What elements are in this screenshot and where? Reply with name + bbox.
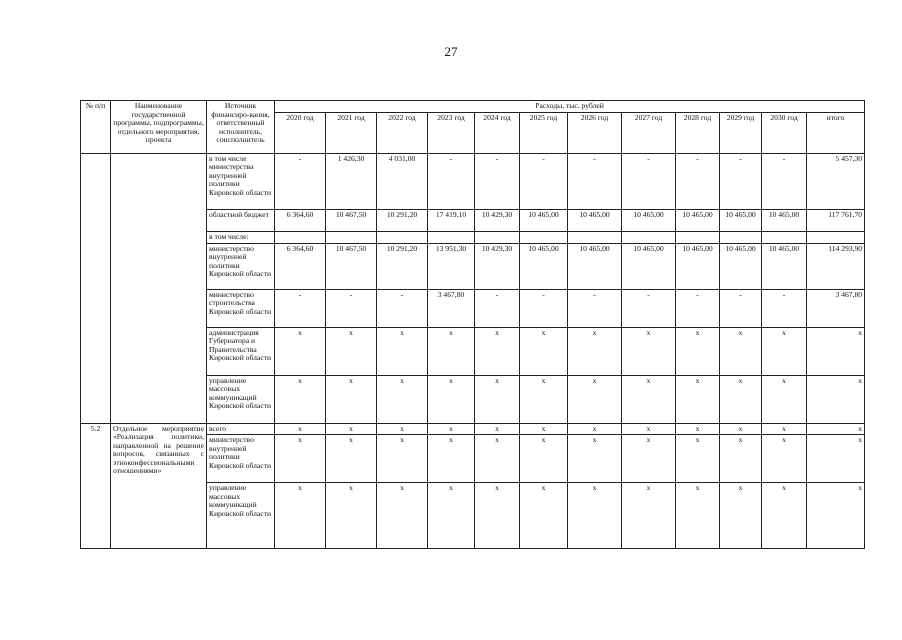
year-value-cell: - [676, 153, 720, 209]
year-value-cell: - [568, 289, 622, 327]
table-row [81, 423, 865, 435]
year-value-cell: x [762, 327, 807, 375]
year-value-cell: x [326, 423, 377, 435]
year-value-cell: 4 031,00 [377, 153, 428, 209]
header-year: 2028 год [676, 112, 720, 153]
total-value-cell: 117 761,70 [807, 209, 865, 231]
year-value-cell [720, 231, 762, 243]
year-value-cell: 10 465,00 [720, 209, 762, 231]
year-value-cell: 10 465,00 [622, 243, 676, 289]
funding-source-cell: министерство строительства Кировской области [207, 289, 275, 327]
year-value-cell: - [676, 289, 720, 327]
year-value-cell: 10 465,00 [720, 243, 762, 289]
total-value-cell: x [807, 435, 865, 483]
budget-table [80, 100, 865, 549]
year-value-cell [568, 231, 622, 243]
header-year: 2022 год [377, 112, 428, 153]
year-value-cell [622, 231, 676, 243]
year-value-cell [326, 231, 377, 243]
year-value-cell: x [568, 483, 622, 549]
year-value-cell: x [762, 435, 807, 483]
year-value-cell: - [428, 153, 475, 209]
page-number: 27 [444, 44, 458, 59]
year-value-cell: - [520, 289, 568, 327]
year-value-cell [676, 231, 720, 243]
year-value-cell [377, 231, 428, 243]
year-value-cell: x [568, 327, 622, 375]
year-value-cell: x [275, 375, 326, 423]
year-value-cell: x [520, 375, 568, 423]
table-body [81, 153, 865, 549]
year-value-cell: 10 467,50 [326, 243, 377, 289]
year-value-cell: 10 465,00 [762, 243, 807, 289]
year-value-cell: x [622, 327, 676, 375]
year-value-cell: x [428, 435, 475, 483]
header-source: Источник финансиро-вания, ответственный исполнитель, соисполнитель [207, 101, 275, 154]
funding-source-cell: управление массовых коммуникаций Кировской области [207, 375, 275, 423]
row-name-cell: Отдельное мероприятие «Реализация политики, направленной на решение вопросов, связанных с этноконфессиональными отношениями» [111, 423, 207, 549]
year-value-cell: 1 426,30 [326, 153, 377, 209]
year-value-cell: x [676, 435, 720, 483]
year-value-cell: x [520, 423, 568, 435]
year-value-cell: x [520, 483, 568, 549]
year-value-cell: x [326, 483, 377, 549]
year-value-cell: x [326, 435, 377, 483]
year-value-cell: x [676, 375, 720, 423]
year-value-cell: - [622, 289, 676, 327]
year-value-cell: x [622, 423, 676, 435]
year-value-cell: x [377, 435, 428, 483]
year-value-cell: 17 419,10 [428, 209, 475, 231]
year-value-cell: 10 467,50 [326, 209, 377, 231]
funding-source-cell: управление массовых коммуникаций Кировской области [207, 483, 275, 549]
year-value-cell: x [377, 327, 428, 375]
year-value-cell: 10 465,00 [520, 209, 568, 231]
row-number-cell: 5.2 [81, 423, 111, 549]
year-value-cell: 10 465,00 [568, 209, 622, 231]
year-value-cell: x [275, 435, 326, 483]
year-value-cell: x [275, 423, 326, 435]
year-value-cell: x [720, 423, 762, 435]
year-value-cell: x [275, 483, 326, 549]
year-value-cell: x [377, 423, 428, 435]
table-row [81, 153, 865, 209]
year-value-cell: - [568, 153, 622, 209]
total-value-cell: x [807, 327, 865, 375]
year-value-cell: x [326, 375, 377, 423]
header-year: 2027 год [622, 112, 676, 153]
total-value-cell: x [807, 423, 865, 435]
year-value-cell: x [520, 327, 568, 375]
year-value-cell: x [676, 423, 720, 435]
funding-source-cell: областной бюджет [207, 209, 275, 231]
year-value-cell: x [377, 375, 428, 423]
header-year-total: итого [807, 112, 865, 153]
year-value-cell: 10 291,20 [377, 209, 428, 231]
total-value-cell: 5 457,30 [807, 153, 865, 209]
total-value-cell: x [807, 375, 865, 423]
year-value-cell: - [622, 153, 676, 209]
year-value-cell: - [520, 153, 568, 209]
year-value-cell: x [568, 435, 622, 483]
year-value-cell: x [377, 483, 428, 549]
year-value-cell: - [377, 289, 428, 327]
year-value-cell: x [475, 423, 520, 435]
total-value-cell: x [807, 483, 865, 549]
year-value-cell: - [720, 153, 762, 209]
header-year: 2029 год [720, 112, 762, 153]
year-value-cell: x [622, 483, 676, 549]
year-value-cell: x [720, 327, 762, 375]
header-year: 2026 год [568, 112, 622, 153]
year-value-cell: x [762, 375, 807, 423]
header-expenses: Расходы, тыс. рублей [275, 101, 865, 113]
year-value-cell [428, 231, 475, 243]
row-number-cell [81, 153, 111, 423]
header-year: 2020 год [275, 112, 326, 153]
year-value-cell: x [428, 423, 475, 435]
year-value-cell: 6 364,60 [275, 243, 326, 289]
header-year: 2024 год [475, 112, 520, 153]
year-value-cell: 10 465,00 [568, 243, 622, 289]
year-value-cell: x [428, 375, 475, 423]
year-value-cell: - [326, 289, 377, 327]
year-value-cell [275, 231, 326, 243]
year-value-cell: x [428, 483, 475, 549]
year-value-cell: x [720, 375, 762, 423]
funding-source-cell: всего [207, 423, 275, 435]
year-value-cell [520, 231, 568, 243]
year-value-cell: 10 465,00 [676, 243, 720, 289]
year-value-cell: 10 429,30 [475, 209, 520, 231]
year-value-cell: x [720, 483, 762, 549]
total-value-cell [807, 231, 865, 243]
year-value-cell: - [275, 289, 326, 327]
year-value-cell: x [475, 327, 520, 375]
funding-source-cell: в том числе министерства внутренней политики Кировской области [207, 153, 275, 209]
year-value-cell: x [275, 327, 326, 375]
year-value-cell: x [326, 327, 377, 375]
year-value-cell: x [622, 375, 676, 423]
header-name: Наименование государственной программы, подпрограммы, отдельного мероприятия, проекта [111, 101, 207, 154]
year-value-cell: x [475, 375, 520, 423]
header-year: 2023 год [428, 112, 475, 153]
header-year: 2030 год [762, 112, 807, 153]
header-year: 2025 год [520, 112, 568, 153]
year-value-cell: - [720, 289, 762, 327]
year-value-cell: x [475, 435, 520, 483]
year-value-cell: x [428, 327, 475, 375]
year-value-cell: 10 465,00 [520, 243, 568, 289]
year-value-cell: x [762, 483, 807, 549]
year-value-cell: - [475, 153, 520, 209]
funding-source-cell: министерство внутренней политики Кировской области [207, 243, 275, 289]
year-value-cell: x [622, 435, 676, 483]
year-value-cell: 10 465,00 [622, 209, 676, 231]
year-value-cell: x [676, 327, 720, 375]
year-value-cell: 10 465,00 [762, 209, 807, 231]
year-value-cell: - [275, 153, 326, 209]
year-value-cell: 10 291,20 [377, 243, 428, 289]
year-value-cell [475, 231, 520, 243]
total-value-cell: 3 467,80 [807, 289, 865, 327]
funding-source-cell: администрация Губернатора и Правительства Кировской области [207, 327, 275, 375]
year-value-cell: 13 951,30 [428, 243, 475, 289]
year-value-cell: x [676, 483, 720, 549]
year-value-cell: 6 364,60 [275, 209, 326, 231]
year-value-cell: x [762, 423, 807, 435]
header-year: 2021 год [326, 112, 377, 153]
year-value-cell: x [475, 483, 520, 549]
year-value-cell: x [720, 435, 762, 483]
year-value-cell: 10 429,30 [475, 243, 520, 289]
year-value-cell: x [568, 423, 622, 435]
year-value-cell: - [762, 153, 807, 209]
year-value-cell: x [568, 375, 622, 423]
year-value-cell: 3 467,80 [428, 289, 475, 327]
year-value-cell: x [520, 435, 568, 483]
year-value-cell: 10 465,00 [676, 209, 720, 231]
year-value-cell: - [762, 289, 807, 327]
funding-source-cell: в том числе: [207, 231, 275, 243]
row-name-cell [111, 153, 207, 423]
header-num: № п/п [81, 101, 111, 154]
total-value-cell: 114 293,90 [807, 243, 865, 289]
year-value-cell: - [475, 289, 520, 327]
header-row [81, 101, 865, 113]
year-value-cell [762, 231, 807, 243]
funding-source-cell: министерство внутренней политики Кировской области [207, 435, 275, 483]
